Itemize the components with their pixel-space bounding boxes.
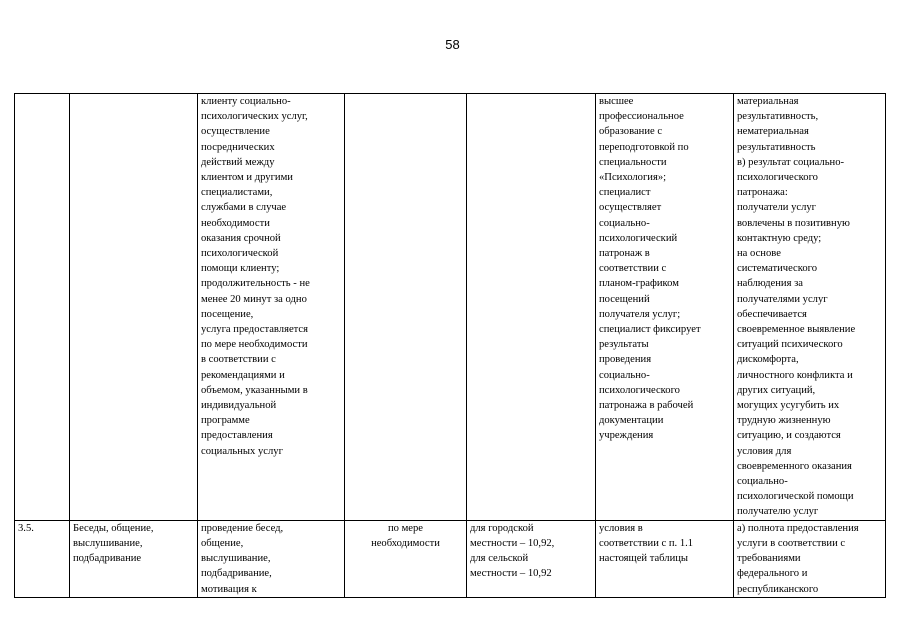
cell-line: необходимости xyxy=(371,537,440,549)
cell-service-name xyxy=(70,94,198,521)
cell-line: психологического xyxy=(599,384,680,396)
cell-line: подбадривание, xyxy=(201,568,272,580)
cell-number xyxy=(15,520,70,597)
cell-line: соответствии с п. 1.1 xyxy=(599,537,694,549)
cell-line: результаты xyxy=(599,339,649,351)
cell-line: клиенту социально- xyxy=(201,96,291,107)
cell-line: для городской xyxy=(470,522,534,534)
cell-line: нематериальная xyxy=(737,126,809,138)
cell-line: результативность, xyxy=(737,111,819,123)
cell-line: патронаж в xyxy=(599,248,650,260)
cell-conditions xyxy=(596,520,734,597)
cell-conditions xyxy=(596,94,734,521)
cell-line: своевременное выявление xyxy=(737,324,856,336)
cell-line: других ситуаций, xyxy=(737,384,816,396)
cell-line: услуга предоставляется xyxy=(201,324,308,336)
cell-line: для сельской xyxy=(470,553,529,565)
cell-line: специальности xyxy=(599,156,667,168)
cell-line: на основе xyxy=(737,248,781,260)
cell-line: помощи клиенту; xyxy=(201,263,280,275)
cell-line: документации xyxy=(599,415,664,427)
cell-line: образование с xyxy=(599,126,663,138)
table-row xyxy=(15,520,886,597)
cell-line: менее 20 минут за одно xyxy=(201,293,307,305)
cell-line: клиентом и другими xyxy=(201,172,293,184)
cell-line: условия в xyxy=(599,522,643,534)
cell-line: необходимости xyxy=(201,217,270,229)
cell-line: патронажа в рабочей xyxy=(599,400,694,412)
cell-line: социально- xyxy=(599,217,650,229)
cell-line: рекомендациями и xyxy=(201,369,285,381)
cell-line: республиканского xyxy=(737,583,819,595)
cell-line: в соответствии с xyxy=(201,354,276,366)
cell-line: профессиональное xyxy=(599,111,684,123)
table-row xyxy=(15,94,886,521)
cell-line: предоставления xyxy=(201,430,273,442)
cell-line: дискомфорта, xyxy=(737,354,799,366)
cell-line: высшее xyxy=(599,96,634,107)
cell-line: ситуаций психического xyxy=(737,339,843,351)
cell-quality-indicators xyxy=(734,520,886,597)
cell-line: трудную жизненную xyxy=(737,415,831,427)
cell-line: вовлечены в позитивную xyxy=(737,217,850,229)
cell-line: психологический xyxy=(599,232,678,244)
cell-line: программе xyxy=(201,415,250,427)
cell-line: услуги в соответствии с xyxy=(737,537,846,549)
cell-line: условия для xyxy=(737,445,792,457)
cell-line: своевременного оказания xyxy=(737,460,852,472)
cell-line: требованиями xyxy=(737,553,801,565)
cell-line: специалист фиксирует xyxy=(599,324,701,336)
cell-line: наблюдения за xyxy=(737,278,803,290)
cell-line: в) результат социально- xyxy=(737,156,845,168)
cell-line: проведение бесед, xyxy=(201,522,284,534)
cell-line: выслушивание, xyxy=(73,537,143,549)
cell-line: мотивация к xyxy=(201,583,257,595)
cell-line: подбадривание xyxy=(73,553,142,565)
cell-line: «Психология»; xyxy=(599,172,667,184)
cell-tariff xyxy=(467,520,596,597)
cell-line: обеспечивается xyxy=(737,308,807,320)
cell-line: службами в случае xyxy=(201,202,287,214)
cell-line: получателя услуг; xyxy=(599,308,681,320)
cell-line: получателю услуг xyxy=(737,506,819,518)
cell-service-description xyxy=(198,520,345,597)
cell-quality-indicators xyxy=(734,94,886,521)
cell-line: контактную среду; xyxy=(737,232,822,244)
cell-periodicity xyxy=(345,94,467,521)
cell-service-name xyxy=(70,520,198,597)
cell-line: планом-графиком xyxy=(599,278,679,290)
cell-line: получатели услуг xyxy=(737,202,817,214)
cell-line: по мере xyxy=(387,522,424,534)
cell-line: переподготовкой по xyxy=(599,141,689,153)
cell-line: объемом, указанными в xyxy=(201,384,308,396)
cell-periodicity xyxy=(345,520,467,597)
cell-line: выслушивание, xyxy=(201,553,271,565)
cell-line: по мере необходимости xyxy=(201,339,308,351)
cell-line: осуществляет xyxy=(599,202,662,214)
cell-line: систематического xyxy=(737,263,818,275)
cell-line: продолжительность - не xyxy=(201,278,310,290)
cell-line: могущих усугубить их xyxy=(737,400,840,412)
cell-line: результативность xyxy=(737,141,816,153)
cell-line: патронажа: xyxy=(737,187,788,199)
cell-line: учреждения xyxy=(599,430,654,442)
cell-line: местности – 10,92 xyxy=(470,568,552,580)
cell-line: психологической xyxy=(201,248,279,260)
cell-number xyxy=(15,94,70,521)
services-table xyxy=(14,93,886,598)
cell-line: специалистами, xyxy=(201,187,273,199)
cell-line: специалист xyxy=(599,187,651,199)
cell-line: получателями услуг xyxy=(737,293,828,305)
cell-line: местности – 10,92, xyxy=(470,537,555,549)
cell-line: осуществление xyxy=(201,126,270,138)
cell-line: настоящей таблицы xyxy=(599,553,689,565)
cell-line: проведения xyxy=(599,354,652,366)
cell-tariff xyxy=(467,94,596,521)
cell-line: действий между xyxy=(201,156,275,168)
cell-line: индивидуальной xyxy=(201,400,277,412)
cell-line: психологического xyxy=(737,172,818,184)
cell-line: психологических услуг, xyxy=(201,111,308,123)
cell-line: а) полнота предоставления xyxy=(737,522,859,534)
cell-line: социальных услуг xyxy=(201,445,283,457)
cell-line: посреднических xyxy=(201,141,275,153)
cell-line: посещений xyxy=(599,293,650,305)
page-number: 58 xyxy=(445,37,460,52)
cell-line: Беседы, общение, xyxy=(73,522,154,534)
cell-line: посещение, xyxy=(201,308,254,320)
cell-line: материальная xyxy=(737,96,799,107)
cell-line: социально- xyxy=(737,476,788,488)
cell-line: личностного конфликта и xyxy=(737,369,853,381)
cell-line: федерального и xyxy=(737,568,808,580)
cell-line: социально- xyxy=(599,369,650,381)
cell-line: психологической помощи xyxy=(737,491,854,503)
cell-line: соответствии с xyxy=(599,263,667,275)
cell-line: оказания срочной xyxy=(201,232,281,244)
cell-line: 3.5. xyxy=(18,522,34,534)
cell-line: общение, xyxy=(201,537,244,549)
cell-line: ситуацию, и создаются xyxy=(737,430,841,442)
cell-service-description xyxy=(198,94,345,521)
